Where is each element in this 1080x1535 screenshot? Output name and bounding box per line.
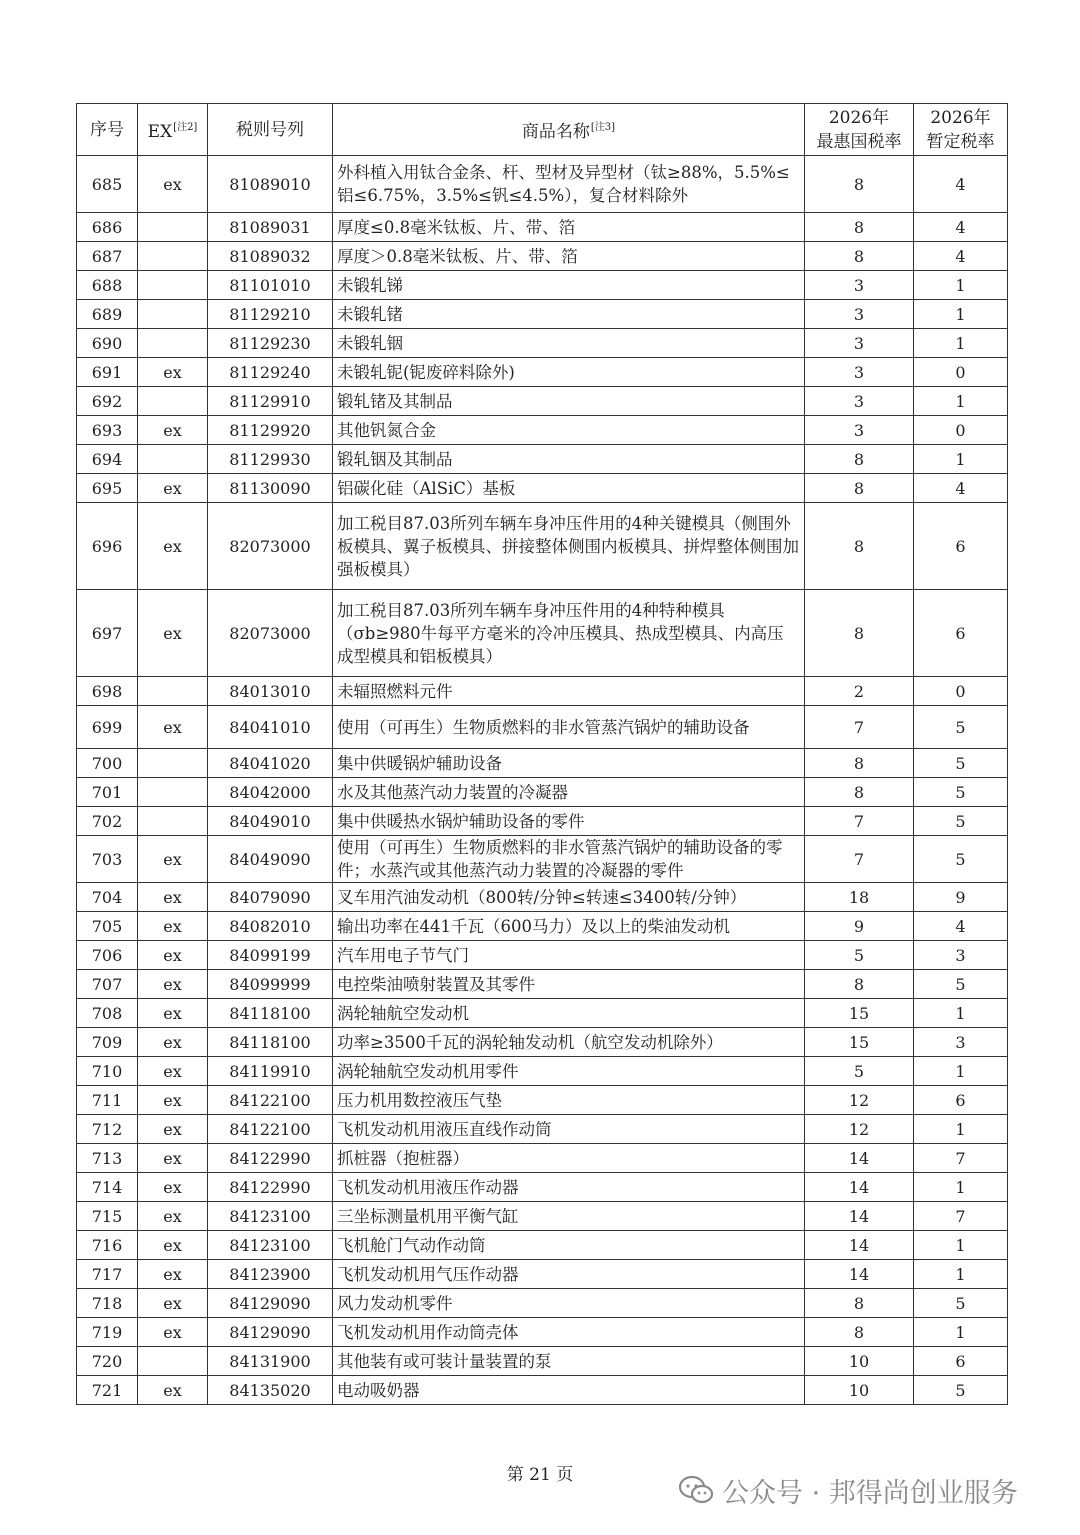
row-code: 81129910 (208, 387, 333, 416)
table-row (77, 1260, 1008, 1289)
table-row (77, 1144, 1008, 1173)
row-ex: ex (138, 836, 208, 883)
row-mfn-rate: 8 (805, 749, 914, 778)
row-name: 锻轧铟及其制品 (333, 445, 805, 474)
row-seq: 686 (77, 213, 138, 242)
row-mfn-rate: 8 (805, 503, 914, 590)
row-name: 水及其他蒸汽动力装置的冷凝器 (333, 778, 805, 807)
row-code: 84131900 (208, 1347, 333, 1376)
table-row (77, 213, 1008, 242)
row-code: 81129240 (208, 358, 333, 387)
row-name: 输出功率在441千瓦（600马力）及以上的柴油发动机 (333, 912, 805, 941)
table-row (77, 677, 1008, 706)
row-provisional-rate: 1 (914, 1260, 1008, 1289)
row-name: 未锻轧锑 (333, 271, 805, 300)
table-body (77, 156, 1008, 1405)
row-provisional-rate: 1 (914, 1231, 1008, 1260)
row-seq: 706 (77, 941, 138, 970)
row-provisional-rate: 5 (914, 706, 1008, 749)
page-number: 第 21 页 (506, 1465, 574, 1485)
watermark (678, 1470, 1018, 1510)
row-seq: 709 (77, 1028, 138, 1057)
table-row (77, 1376, 1008, 1405)
row-code: 84049090 (208, 836, 333, 883)
row-code: 81129920 (208, 416, 333, 445)
row-seq: 685 (77, 156, 138, 213)
row-mfn-rate: 2 (805, 677, 914, 706)
row-seq: 702 (77, 807, 138, 836)
row-seq: 699 (77, 706, 138, 749)
row-ex: ex (138, 503, 208, 590)
row-name: 锻轧锗及其制品 (333, 387, 805, 416)
row-ex: ex (138, 999, 208, 1028)
row-ex: ex (138, 912, 208, 941)
table-row (77, 706, 1008, 749)
row-name: 涡轮轴航空发动机 (333, 999, 805, 1028)
header-seq: 序号 (77, 104, 138, 156)
row-ex (138, 749, 208, 778)
table-header-row (77, 104, 1008, 156)
row-provisional-rate: 5 (914, 836, 1008, 883)
row-mfn-rate: 10 (805, 1376, 914, 1405)
row-seq: 720 (77, 1347, 138, 1376)
row-name: 铝碳化硅（AlSiC）基板 (333, 474, 805, 503)
row-name: 飞机发动机用作动筒壳体 (333, 1318, 805, 1347)
row-ex: ex (138, 883, 208, 912)
row-seq: 721 (77, 1376, 138, 1405)
row-name: 压力机用数控液压气垫 (333, 1086, 805, 1115)
row-mfn-rate: 12 (805, 1115, 914, 1144)
row-name: 电控柴油喷射装置及其零件 (333, 970, 805, 999)
row-seq: 710 (77, 1057, 138, 1086)
row-code: 84135020 (208, 1376, 333, 1405)
row-code: 81089032 (208, 242, 333, 271)
row-mfn-rate: 14 (805, 1260, 914, 1289)
table-row (77, 1231, 1008, 1260)
row-provisional-rate: 3 (914, 1028, 1008, 1057)
row-name: 其他装有或可装计量装置的泵 (333, 1347, 805, 1376)
table-row (77, 271, 1008, 300)
table-row (77, 807, 1008, 836)
row-ex: ex (138, 1202, 208, 1231)
row-provisional-rate: 5 (914, 1289, 1008, 1318)
row-code: 84118100 (208, 999, 333, 1028)
row-mfn-rate: 8 (805, 213, 914, 242)
table-row (77, 836, 1008, 883)
row-ex (138, 677, 208, 706)
row-seq: 714 (77, 1173, 138, 1202)
row-mfn-rate: 5 (805, 941, 914, 970)
row-provisional-rate: 0 (914, 677, 1008, 706)
row-seq: 694 (77, 445, 138, 474)
row-seq: 692 (77, 387, 138, 416)
table-row (77, 445, 1008, 474)
table-row (77, 749, 1008, 778)
row-seq: 698 (77, 677, 138, 706)
row-mfn-rate: 3 (805, 300, 914, 329)
row-seq: 705 (77, 912, 138, 941)
row-seq: 718 (77, 1289, 138, 1318)
row-code: 84099199 (208, 941, 333, 970)
row-ex (138, 445, 208, 474)
row-code: 81089031 (208, 213, 333, 242)
row-seq: 711 (77, 1086, 138, 1115)
row-provisional-rate: 4 (914, 213, 1008, 242)
row-seq: 700 (77, 749, 138, 778)
row-name: 使用（可再生）生物质燃料的非水管蒸汽锅炉的辅助设备 (333, 706, 805, 749)
row-mfn-rate: 9 (805, 912, 914, 941)
table-row (77, 883, 1008, 912)
table-row (77, 242, 1008, 271)
row-seq: 712 (77, 1115, 138, 1144)
table-row (77, 387, 1008, 416)
row-ex: ex (138, 1376, 208, 1405)
table-row (77, 1115, 1008, 1144)
row-ex (138, 387, 208, 416)
row-mfn-rate: 7 (805, 807, 914, 836)
row-ex: ex (138, 590, 208, 677)
row-code: 84129090 (208, 1289, 333, 1318)
row-mfn-rate: 8 (805, 156, 914, 213)
row-code: 84041020 (208, 749, 333, 778)
row-code: 84122990 (208, 1173, 333, 1202)
row-provisional-rate: 1 (914, 1115, 1008, 1144)
row-seq: 696 (77, 503, 138, 590)
row-mfn-rate: 3 (805, 358, 914, 387)
row-ex: ex (138, 358, 208, 387)
row-provisional-rate: 9 (914, 883, 1008, 912)
wechat-icon (678, 1475, 714, 1505)
table-row (77, 1086, 1008, 1115)
tariff-table (76, 103, 1008, 1405)
row-code: 81089010 (208, 156, 333, 213)
row-code: 84082010 (208, 912, 333, 941)
row-code: 81101010 (208, 271, 333, 300)
row-seq: 719 (77, 1318, 138, 1347)
row-provisional-rate: 4 (914, 474, 1008, 503)
row-ex (138, 807, 208, 836)
row-seq: 690 (77, 329, 138, 358)
row-seq: 688 (77, 271, 138, 300)
row-provisional-rate: 4 (914, 242, 1008, 271)
row-seq: 704 (77, 883, 138, 912)
row-mfn-rate: 8 (805, 242, 914, 271)
table-row (77, 1289, 1008, 1318)
row-code: 84118100 (208, 1028, 333, 1057)
row-ex (138, 271, 208, 300)
row-name: 集中供暖热水锅炉辅助设备的零件 (333, 807, 805, 836)
row-mfn-rate: 3 (805, 329, 914, 358)
row-seq: 717 (77, 1260, 138, 1289)
row-seq: 716 (77, 1231, 138, 1260)
table-row (77, 1202, 1008, 1231)
row-provisional-rate: 7 (914, 1144, 1008, 1173)
table-row (77, 999, 1008, 1028)
row-ex: ex (138, 1144, 208, 1173)
row-provisional-rate: 5 (914, 807, 1008, 836)
row-mfn-rate: 18 (805, 883, 914, 912)
row-ex: ex (138, 1057, 208, 1086)
row-seq: 695 (77, 474, 138, 503)
row-provisional-rate: 1 (914, 329, 1008, 358)
table-row (77, 300, 1008, 329)
row-ex: ex (138, 1318, 208, 1347)
row-provisional-rate: 1 (914, 300, 1008, 329)
row-seq: 707 (77, 970, 138, 999)
row-mfn-rate: 3 (805, 271, 914, 300)
row-name: 外科植入用钛合金条、杆、型材及异型材（钛≥88%，5.5%≤铝≤6.75%，3.5%≤钒≤4.5%），复合材料除外 (333, 156, 805, 213)
table-row (77, 970, 1008, 999)
row-name: 未锻轧锗 (333, 300, 805, 329)
row-name: 飞机发动机用液压直线作动筒 (333, 1115, 805, 1144)
row-mfn-rate: 8 (805, 590, 914, 677)
header-code: 税则号列 (208, 104, 333, 156)
row-name: 飞机发动机用液压作动器 (333, 1173, 805, 1202)
row-mfn-rate: 14 (805, 1202, 914, 1231)
row-ex (138, 242, 208, 271)
table-row (77, 474, 1008, 503)
row-seq: 691 (77, 358, 138, 387)
row-provisional-rate: 1 (914, 1173, 1008, 1202)
row-provisional-rate: 6 (914, 503, 1008, 590)
row-mfn-rate: 5 (805, 1057, 914, 1086)
row-ex: ex (138, 474, 208, 503)
ex-note: [注2] (173, 121, 198, 133)
row-ex (138, 778, 208, 807)
row-provisional-rate: 4 (914, 912, 1008, 941)
table-row (77, 416, 1008, 445)
row-mfn-rate: 8 (805, 474, 914, 503)
row-code: 84122990 (208, 1144, 333, 1173)
row-ex (138, 1347, 208, 1376)
name-note: [注3] (590, 121, 616, 133)
table-row (77, 358, 1008, 387)
row-name: 使用（可再生）生物质燃料的非水管蒸汽锅炉的辅助设备的零件；水蒸汽或其他蒸汽动力装置的冷凝器的零件 (333, 836, 805, 883)
row-mfn-rate: 7 (805, 706, 914, 749)
row-name: 汽车用电子节气门 (333, 941, 805, 970)
row-seq: 703 (77, 836, 138, 883)
row-seq: 701 (77, 778, 138, 807)
table-row (77, 1028, 1008, 1057)
row-provisional-rate: 5 (914, 778, 1008, 807)
row-ex: ex (138, 1173, 208, 1202)
row-provisional-rate: 1 (914, 387, 1008, 416)
row-code: 84123100 (208, 1231, 333, 1260)
row-provisional-rate: 5 (914, 970, 1008, 999)
row-ex: ex (138, 1086, 208, 1115)
table-row (77, 1318, 1008, 1347)
row-seq: 689 (77, 300, 138, 329)
row-code: 81129230 (208, 329, 333, 358)
row-code: 84123100 (208, 1202, 333, 1231)
header-mfn-rate: 2026年 最惠国税率 (805, 104, 914, 156)
table-row (77, 329, 1008, 358)
row-code: 81129930 (208, 445, 333, 474)
table-row (77, 590, 1008, 677)
row-code: 84079090 (208, 883, 333, 912)
row-name: 飞机发动机用气压作动器 (333, 1260, 805, 1289)
row-ex: ex (138, 941, 208, 970)
row-code: 84049010 (208, 807, 333, 836)
row-mfn-rate: 8 (805, 970, 914, 999)
row-mfn-rate: 7 (805, 836, 914, 883)
row-ex (138, 213, 208, 242)
row-provisional-rate: 0 (914, 416, 1008, 445)
row-seq: 687 (77, 242, 138, 271)
row-provisional-rate: 1 (914, 445, 1008, 474)
row-code: 84123900 (208, 1260, 333, 1289)
row-mfn-rate: 15 (805, 999, 914, 1028)
row-seq: 697 (77, 590, 138, 677)
row-code: 84122100 (208, 1115, 333, 1144)
row-code: 84041010 (208, 706, 333, 749)
row-provisional-rate: 3 (914, 941, 1008, 970)
row-mfn-rate: 8 (805, 1318, 914, 1347)
header-provisional-rate: 2026年 暂定税率 (914, 104, 1008, 156)
row-seq: 708 (77, 999, 138, 1028)
row-mfn-rate: 12 (805, 1086, 914, 1115)
row-ex (138, 329, 208, 358)
row-provisional-rate: 1 (914, 999, 1008, 1028)
row-ex (138, 300, 208, 329)
row-ex: ex (138, 1289, 208, 1318)
row-code: 81130090 (208, 474, 333, 503)
row-name: 叉车用汽油发动机（800转/分钟≤转速≤3400转/分钟） (333, 883, 805, 912)
row-mfn-rate: 8 (805, 778, 914, 807)
row-mfn-rate: 10 (805, 1347, 914, 1376)
watermark-text: 公众号 · 邦得尚创业服务 (722, 1477, 1018, 1509)
row-code: 82073000 (208, 503, 333, 590)
row-seq: 715 (77, 1202, 138, 1231)
row-ex: ex (138, 416, 208, 445)
table-row (77, 1173, 1008, 1202)
row-mfn-rate: 3 (805, 416, 914, 445)
row-provisional-rate: 6 (914, 590, 1008, 677)
row-mfn-rate: 8 (805, 445, 914, 474)
row-ex: ex (138, 156, 208, 213)
row-mfn-rate: 14 (805, 1231, 914, 1260)
row-mfn-rate: 14 (805, 1173, 914, 1202)
row-name: 厚度≤0.8毫米钛板、片、带、箔 (333, 213, 805, 242)
row-provisional-rate: 1 (914, 1318, 1008, 1347)
table-row (77, 1347, 1008, 1376)
row-provisional-rate: 4 (914, 156, 1008, 213)
table-row (77, 503, 1008, 590)
row-provisional-rate: 1 (914, 1057, 1008, 1086)
row-code: 84099999 (208, 970, 333, 999)
row-code: 84119910 (208, 1057, 333, 1086)
row-code: 84122100 (208, 1086, 333, 1115)
row-name: 抓桩器（抱桩器） (333, 1144, 805, 1173)
row-name: 厚度＞0.8毫米钛板、片、带、箔 (333, 242, 805, 271)
row-name: 未锻轧铌(铌废碎料除外) (333, 358, 805, 387)
row-name: 风力发动机零件 (333, 1289, 805, 1318)
row-mfn-rate: 14 (805, 1144, 914, 1173)
row-ex: ex (138, 1115, 208, 1144)
row-ex: ex (138, 1028, 208, 1057)
table-row (77, 156, 1008, 213)
row-name: 电动吸奶器 (333, 1376, 805, 1405)
row-ex: ex (138, 1260, 208, 1289)
row-name: 集中供暖锅炉辅助设备 (333, 749, 805, 778)
header-ex: EX[注2] (138, 104, 208, 156)
row-mfn-rate: 8 (805, 1289, 914, 1318)
row-code: 82073000 (208, 590, 333, 677)
row-provisional-rate: 0 (914, 358, 1008, 387)
row-code: 84013010 (208, 677, 333, 706)
header-name: 商品名称[注3] (333, 104, 805, 156)
table-row (77, 941, 1008, 970)
table-row (77, 1057, 1008, 1086)
row-name: 三坐标测量机用平衡气缸 (333, 1202, 805, 1231)
row-ex: ex (138, 1231, 208, 1260)
table-row (77, 912, 1008, 941)
row-seq: 693 (77, 416, 138, 445)
row-mfn-rate: 3 (805, 387, 914, 416)
row-name: 涡轮轴航空发动机用零件 (333, 1057, 805, 1086)
row-mfn-rate: 15 (805, 1028, 914, 1057)
row-provisional-rate: 5 (914, 1376, 1008, 1405)
row-name: 未锻轧铟 (333, 329, 805, 358)
row-provisional-rate: 6 (914, 1086, 1008, 1115)
row-provisional-rate: 1 (914, 271, 1008, 300)
row-provisional-rate: 6 (914, 1347, 1008, 1376)
row-code: 81129210 (208, 300, 333, 329)
row-code: 84042000 (208, 778, 333, 807)
row-code: 84129090 (208, 1318, 333, 1347)
row-name: 其他钒氮合金 (333, 416, 805, 445)
row-ex: ex (138, 970, 208, 999)
row-name: 加工税目87.03所列车辆车身冲压件用的4种关键模具（侧围外板模具、翼子板模具、拼接整体侧围内板模具、拼焊整体侧围加强板模具） (333, 503, 805, 590)
row-provisional-rate: 5 (914, 749, 1008, 778)
row-name: 飞机舱门气动作动筒 (333, 1231, 805, 1260)
row-name: 未辐照燃料元件 (333, 677, 805, 706)
row-seq: 713 (77, 1144, 138, 1173)
row-provisional-rate: 7 (914, 1202, 1008, 1231)
row-ex: ex (138, 706, 208, 749)
row-name: 加工税目87.03所列车辆车身冲压件用的4种特种模具（σb≥980牛每平方毫米的冷冲压模具、热成型模具、内高压成型模具和铝板模具） (333, 590, 805, 677)
table-row (77, 778, 1008, 807)
row-name: 功率≥3500千瓦的涡轮轴发动机（航空发动机除外） (333, 1028, 805, 1057)
